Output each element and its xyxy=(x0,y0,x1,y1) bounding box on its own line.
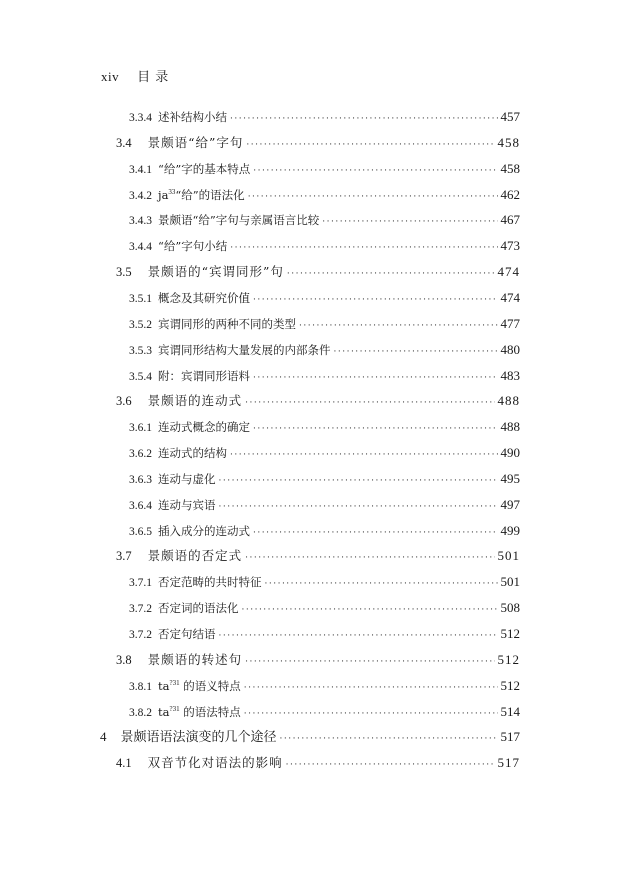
toc-page-number: 474 xyxy=(500,289,520,305)
toc-title-text: 景颇语的否定式 xyxy=(147,548,243,564)
toc-title-text: 概念及其研究价值 xyxy=(158,290,250,305)
toc-entry xyxy=(129,470,520,488)
toc-page-number: 474 xyxy=(497,264,520,280)
toc-page-number: 497 xyxy=(500,496,520,512)
toc-entry xyxy=(116,547,520,565)
toc-section-title xyxy=(148,392,243,410)
toc-dot-leader xyxy=(253,369,498,387)
header-title: 目 录 xyxy=(137,70,169,85)
toc-section-title xyxy=(158,160,250,178)
toc-section-title xyxy=(148,547,243,565)
toc-title-text: 的语法特点 xyxy=(179,704,241,719)
toc-section-title xyxy=(158,599,239,617)
toc-entry xyxy=(129,237,520,255)
toc-section-number: 3.7 xyxy=(116,549,132,564)
toc-page-number: 517 xyxy=(497,755,520,771)
toc-page-number: 488 xyxy=(497,393,520,409)
toc-entry xyxy=(129,677,520,695)
toc-page-number: 512 xyxy=(497,651,520,667)
toc-title-text: 宾谓同形结构大量发展的内部条件 xyxy=(158,342,331,357)
toc-dot-leader xyxy=(253,162,497,180)
toc-dot-leader xyxy=(265,575,498,593)
toc-section-number: 3.7.1 xyxy=(129,577,152,590)
toc-section-title xyxy=(158,444,227,462)
toc-page-number: 501 xyxy=(497,548,520,564)
toc-section-number: 3.8.1 xyxy=(129,680,152,693)
toc-section-title xyxy=(158,470,216,488)
toc-section-number: 3.3.4 xyxy=(129,112,152,124)
toc-dot-leader xyxy=(242,601,498,619)
toc-section-title xyxy=(148,134,244,152)
toc-dot-leader xyxy=(287,265,495,283)
toc-entry xyxy=(129,496,520,514)
toc-entry xyxy=(116,134,520,152)
toc-page-number: 488 xyxy=(500,419,520,435)
toc-page-number: 458 xyxy=(497,134,520,150)
toc-section-title xyxy=(158,289,250,307)
toc-title-text: 景颇语的转述句 xyxy=(147,651,243,667)
toc-title-superscript: ?31 xyxy=(169,704,180,713)
toc-entry xyxy=(129,341,520,359)
toc-section-title xyxy=(158,625,216,643)
toc-page-number: 517 xyxy=(500,729,520,745)
toc-section-number: 3.4.1 xyxy=(129,163,152,176)
toc-dot-leader xyxy=(334,343,498,361)
toc-entry xyxy=(129,211,520,229)
toc-entry xyxy=(129,625,520,643)
toc-dot-leader xyxy=(248,188,498,206)
toc-dot-leader xyxy=(230,239,497,257)
toc-dot-leader xyxy=(245,394,494,412)
toc-title-text: 连动与宾语 xyxy=(158,497,216,512)
toc-section-number: 3.5.2 xyxy=(129,318,152,331)
toc-title-text: 宾谓同形的两种不同的类型 xyxy=(158,316,296,331)
toc-section-number: 4.1 xyxy=(116,756,132,771)
toc-title-text: 附：宾谓同形语料 xyxy=(158,368,250,383)
toc-section-title xyxy=(158,677,241,695)
toc-section-number: 3.4.3 xyxy=(129,215,152,228)
toc-section-number: 3.7.2 xyxy=(129,629,152,641)
toc-title-text: ta xyxy=(158,678,170,693)
toc-title-text: 插入成分的连动式 xyxy=(158,523,250,538)
toc-dot-leader xyxy=(280,730,498,748)
toc-title-text: 述补结构小结 xyxy=(158,110,227,124)
toc-entry xyxy=(116,651,520,669)
toc-section-title xyxy=(158,418,250,436)
toc-section-title xyxy=(121,729,277,747)
page-number-roman: xiv xyxy=(101,69,120,84)
toc-dot-leader xyxy=(244,679,498,697)
toc-entry xyxy=(116,392,520,410)
toc-title-superscript: 33 xyxy=(168,187,176,196)
toc-section-number: 3.5.4 xyxy=(129,370,152,383)
toc-title-text: ta xyxy=(158,704,170,719)
toc-title-text: 的语义特点 xyxy=(179,678,241,693)
toc-page-number: 467 xyxy=(500,212,520,228)
toc-section-number: 3.4.2 xyxy=(129,189,152,202)
toc-title-text: 否定范畴的共时特征 xyxy=(158,575,262,590)
toc-dot-leader xyxy=(230,446,498,464)
toc-section-title xyxy=(158,496,216,514)
toc-entry xyxy=(129,160,520,178)
toc-entry xyxy=(129,522,520,540)
toc-dot-leader xyxy=(322,213,497,231)
toc-title-text: “给”字句小结 xyxy=(158,239,228,254)
toc-page-number: 490 xyxy=(500,445,520,461)
toc-page-number: 495 xyxy=(500,470,520,486)
toc-section-title xyxy=(158,573,262,591)
toc-page-number: 457 xyxy=(500,109,520,124)
toc-section-number: 3.4.4 xyxy=(129,241,152,254)
toc-entry xyxy=(116,754,520,772)
toc-dot-leader xyxy=(245,653,494,671)
toc-section-number: 3.5.1 xyxy=(129,292,152,305)
toc-title-text: “给”字的基本特点 xyxy=(158,161,251,176)
toc-title-text: 景颇语的“宾谓同形”句 xyxy=(147,264,284,280)
toc-section-number: 3.8 xyxy=(116,652,132,667)
toc-title-text: “给”的语法化 xyxy=(175,187,245,202)
toc-entry xyxy=(129,186,520,204)
toc-entry xyxy=(129,444,520,462)
toc-dot-leader xyxy=(245,549,494,567)
toc-section-title xyxy=(158,108,227,126)
toc-title-text: 否定句结语 xyxy=(158,627,216,641)
toc-page-number: 462 xyxy=(500,186,520,202)
toc-section-title xyxy=(158,315,296,333)
toc-section-title xyxy=(158,341,331,359)
toc-page-number: 512 xyxy=(500,626,520,641)
toc-section-number: 3.6 xyxy=(116,394,132,409)
toc-title-text: 景颇语的连动式 xyxy=(147,393,243,409)
toc-entry xyxy=(129,418,520,436)
toc-section-title xyxy=(158,367,250,385)
toc-dot-leader xyxy=(246,136,494,154)
toc-page-number: 508 xyxy=(500,600,520,616)
toc-section-number: 3.7.2 xyxy=(129,603,152,616)
toc-dot-leader xyxy=(253,524,498,542)
toc-section-number: 3.8.2 xyxy=(129,706,152,719)
toc-entry xyxy=(129,703,520,721)
toc-entry xyxy=(116,263,520,281)
toc-page-number: 483 xyxy=(500,367,520,383)
toc-dot-leader xyxy=(230,110,498,128)
toc-dot-leader xyxy=(253,420,498,438)
toc-section-number: 3.5.3 xyxy=(129,344,152,357)
toc-page-number: 477 xyxy=(500,315,520,331)
toc-page-number: 480 xyxy=(500,341,520,357)
toc-page-number: 501 xyxy=(500,574,520,590)
toc-section-number: 3.6.2 xyxy=(129,448,152,461)
toc-entry xyxy=(129,289,520,307)
toc-title-text: 景颇语“给”字句 xyxy=(147,134,244,150)
toc-section-title xyxy=(158,703,241,721)
toc-section-title xyxy=(158,186,245,204)
toc-entry xyxy=(129,573,520,591)
toc-page-number: 458 xyxy=(500,160,520,176)
toc-title-text: 景颇语语法演变的几个途径 xyxy=(120,730,277,746)
toc-dot-leader xyxy=(253,291,498,309)
toc-title-text: 连动式的结构 xyxy=(158,446,227,461)
toc-title-text: 连动与虚化 xyxy=(158,471,216,486)
toc-section-title xyxy=(148,651,243,669)
toc-dot-leader xyxy=(219,472,498,490)
toc-entry xyxy=(129,599,520,617)
toc-page-number: 514 xyxy=(500,703,520,719)
toc-title-text: 连动式概念的确定 xyxy=(158,420,250,435)
toc-title-text: 景颇语“给”字句与亲属语言比较 xyxy=(158,213,320,228)
toc-section-title xyxy=(148,754,283,772)
page-header xyxy=(101,66,169,85)
toc-section-title xyxy=(158,237,227,255)
toc-section-number: 3.5 xyxy=(116,265,132,280)
toc-section-number: 3.6.1 xyxy=(129,422,152,435)
toc-page-number: 512 xyxy=(500,677,520,693)
toc-section-title xyxy=(148,263,284,281)
toc-title-text: 否定词的语法化 xyxy=(158,601,239,616)
toc-entry xyxy=(129,108,520,126)
toc-dot-leader xyxy=(244,705,498,723)
toc-section-number: 4 xyxy=(100,729,107,745)
toc-entry xyxy=(129,315,520,333)
toc-section-number: 3.6.3 xyxy=(129,473,152,486)
toc-title-text: 双音节化对语法的影响 xyxy=(147,755,283,771)
toc-section-number: 3.4 xyxy=(116,135,132,150)
toc-page-number: 499 xyxy=(500,522,520,538)
toc-title-text: ja xyxy=(158,187,169,202)
toc-section-title xyxy=(158,522,250,540)
toc-section-title xyxy=(158,211,319,229)
toc-section-number: 3.6.4 xyxy=(129,499,152,512)
toc-entry xyxy=(100,728,520,746)
toc-page-number: 473 xyxy=(500,238,520,254)
toc-dot-leader xyxy=(286,756,495,774)
toc-dot-leader xyxy=(219,627,498,645)
toc-section-number: 3.6.5 xyxy=(129,525,152,538)
toc-dot-leader xyxy=(299,317,498,335)
toc-dot-leader xyxy=(219,498,498,516)
toc-entry xyxy=(129,367,520,385)
toc-title-superscript: ?31 xyxy=(169,678,180,687)
